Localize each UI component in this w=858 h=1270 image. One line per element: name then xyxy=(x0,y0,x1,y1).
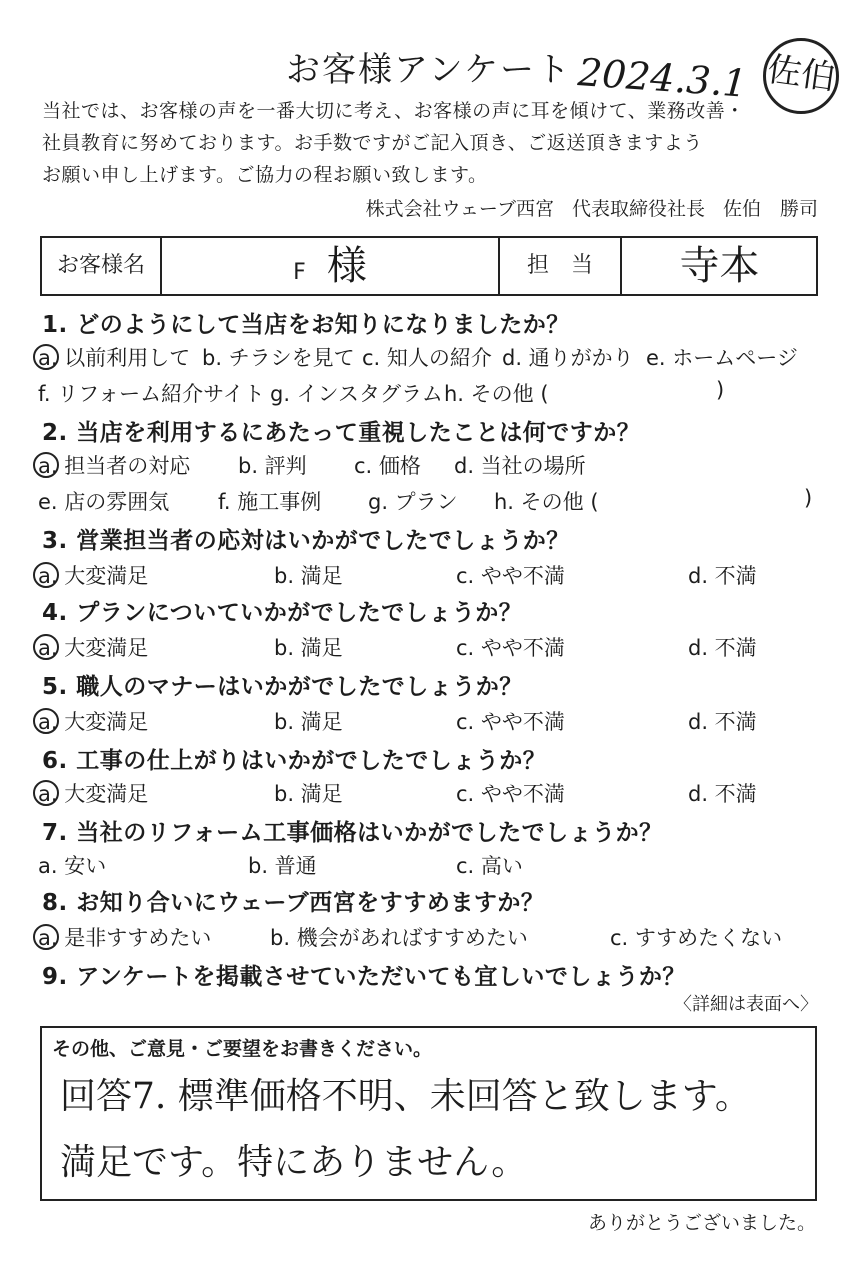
handwritten-comment-line: 回答7. 標準価格不明、未回答と致します。 xyxy=(60,1076,751,1117)
option-b[interactable]: b. 満足 xyxy=(274,636,343,660)
intro-line: 当社では、お客様の声を一番大切に考え、お客様の声に耳を傾けて、業務改善・ xyxy=(42,100,745,122)
option-d[interactable]: d. 不満 xyxy=(688,710,757,734)
comments-label: その他、ご意見・ご要望をお書きください。 xyxy=(52,1038,433,1060)
option-g[interactable]: g. プラン xyxy=(368,490,458,514)
question-4-label: 4. プランについていかがでしたでしょうか？ xyxy=(42,600,523,626)
option-c[interactable]: c. 高い xyxy=(456,854,523,878)
option-d[interactable]: d. 通りがかり xyxy=(502,346,634,370)
option-f[interactable]: f. 施工事例 xyxy=(218,490,322,514)
question-1-label: 1. どのようにして当店をお知りになりましたか？ xyxy=(42,312,570,338)
question-6-label: 6. 工事の仕上がりはいかがでしたでしょうか？ xyxy=(42,748,547,774)
option-a[interactable]: a. 大変満足 xyxy=(38,564,149,588)
details-note: 〈詳細は表面へ〉 xyxy=(674,994,818,1015)
option-c[interactable]: c. 知人の紹介 xyxy=(362,346,492,370)
option-h[interactable]: h. その他 ( xyxy=(444,382,549,406)
customer-name-suffix: 様 xyxy=(326,243,367,289)
option-h-close-paren: ) xyxy=(716,378,725,402)
customer-name-cell xyxy=(162,238,498,294)
option-g[interactable]: g. インスタグラム xyxy=(270,382,443,406)
option-d[interactable]: d. 当社の場所 xyxy=(454,454,586,478)
option-c[interactable]: c. すすめたくない xyxy=(610,926,783,950)
handwritten-comment-line: 満足です。特にありません。 xyxy=(60,1142,528,1183)
option-a[interactable]: a. 大変満足 xyxy=(38,782,149,806)
customer-name-value: F xyxy=(293,260,306,285)
intro-line: お願い申し上げます。ご協力の程お願い致します。 xyxy=(42,164,488,186)
question-7-label: 7. 当社のリフォーム工事価格はいかがでしたでしょうか？ xyxy=(42,820,663,846)
handwritten-date: 2024.3.1 xyxy=(576,50,749,106)
option-c[interactable]: c. やや不満 xyxy=(456,710,565,734)
option-e[interactable]: e. ホームページ xyxy=(646,346,798,370)
option-f[interactable]: f. リフォーム紹介サイト xyxy=(38,382,265,406)
customer-name-label: お客様名 xyxy=(56,253,145,278)
option-b[interactable]: b. 満足 xyxy=(274,710,343,734)
intro-line: 社員教育に努めております。お手数ですがご記入頂き、ご返送頂きますよう xyxy=(42,132,703,154)
staff-label: 担 当 xyxy=(526,253,593,278)
option-h-close-paren: ) xyxy=(804,486,813,510)
option-h[interactable]: h. その他 ( xyxy=(494,490,599,514)
option-c[interactable]: c. やや不満 xyxy=(456,782,565,806)
option-a[interactable]: a. 大変満足 xyxy=(38,710,149,734)
option-a[interactable]: a. 是非すすめたい xyxy=(38,926,212,950)
option-a[interactable]: a. 担当者の対応 xyxy=(38,454,191,478)
president-title: 代表取締役社長 xyxy=(571,198,705,220)
customer-info-table xyxy=(40,236,818,296)
question-9-label: 9. アンケートを掲載させていただいても宜しいでしょうか？ xyxy=(42,964,686,990)
option-a[interactable]: a. 安い xyxy=(38,854,107,878)
option-d[interactable]: d. 不満 xyxy=(688,636,757,660)
thank-you-text: ありがとうございました。 xyxy=(587,1212,816,1234)
option-b[interactable]: b. 機会があればすすめたい xyxy=(270,926,528,950)
company-name: 株式会社ウェーブ西宮 xyxy=(365,198,554,220)
option-b[interactable]: b. 評判 xyxy=(238,454,307,478)
question-5-label: 5. 職人のマナーはいかがでしたでしょうか？ xyxy=(42,674,523,700)
option-e[interactable]: e. 店の雰囲気 xyxy=(38,490,170,514)
option-c[interactable]: c. 価格 xyxy=(354,454,421,478)
question-8-label: 8. お知り合いにウェーブ西宮をすすめますか？ xyxy=(42,890,545,916)
option-c[interactable]: c. やや不満 xyxy=(456,564,565,588)
survey-title: お客様アンケート xyxy=(286,50,572,90)
option-c[interactable]: c. やや不満 xyxy=(456,636,565,660)
seal-stamp-text: 佐伯 xyxy=(764,49,838,99)
option-b[interactable]: b. 満足 xyxy=(274,782,343,806)
option-b[interactable]: b. 普通 xyxy=(248,854,317,878)
company-signature xyxy=(348,194,818,221)
option-b[interactable]: b. 満足 xyxy=(274,564,343,588)
question-2-label: 2. 当店を利用するにあたって重視したことは何ですか？ xyxy=(42,420,641,446)
option-a[interactable]: a. 大変満足 xyxy=(38,636,149,660)
option-b[interactable]: b. チラシを見て xyxy=(202,346,355,370)
option-d[interactable]: d. 不満 xyxy=(688,782,757,806)
staff-name-value: 寺本 xyxy=(679,243,760,289)
option-a[interactable]: a. 以前利用して xyxy=(38,346,191,370)
option-d[interactable]: d. 不満 xyxy=(688,564,757,588)
president-name: 佐伯 勝司 xyxy=(722,198,818,220)
question-3-label: 3. 営業担当者の応対はいかがでしたでしょうか？ xyxy=(42,528,570,554)
